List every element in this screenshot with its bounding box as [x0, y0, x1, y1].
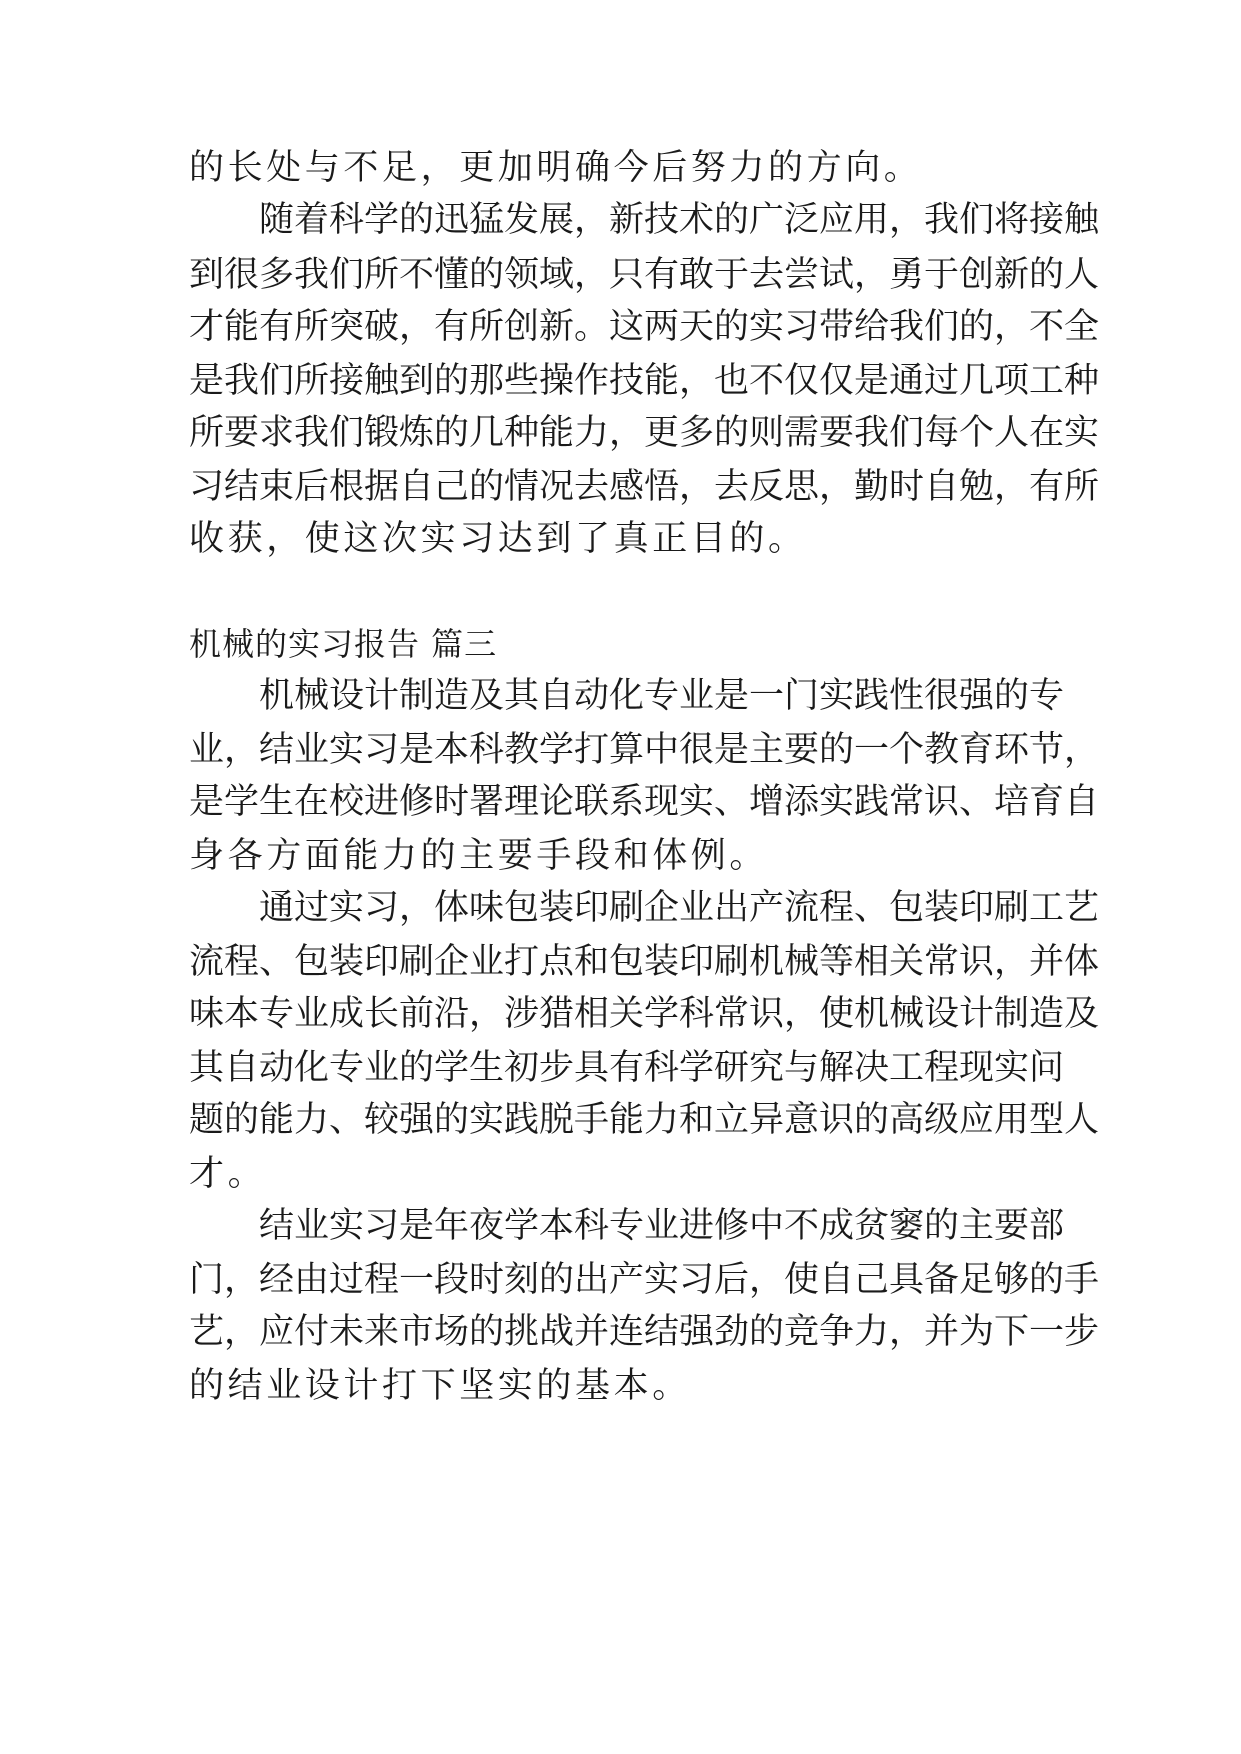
paragraph-line: 门，经由过程一段时刻的出产实习后，使自己具备足够的手 — [189, 1260, 1100, 1300]
paragraph-line: 所要求我们锻炼的几种能力，更多的则需要我们每个人在实 — [189, 413, 1100, 453]
paragraph-line: 的长处与不足，更加明确今后努力的方向。 — [189, 148, 923, 188]
paragraph-line: 味本专业成长前沿，涉猎相关学科常识，使机械设计制造及 — [189, 994, 1100, 1034]
paragraph-line: 流程、包装印刷企业打点和包装印刷机械等相关常识，并体 — [189, 942, 1100, 982]
paragraph-line: 身各方面能力的主要手段和体例。 — [189, 836, 769, 876]
paragraph-line: 艺，应付未来市场的挑战并连结强劲的竞争力，并为下一步 — [189, 1312, 1100, 1352]
paragraph-line: 到很多我们所不懂的领域，只有敢于去尝试，勇于创新的人 — [189, 255, 1100, 295]
paragraph-line: 的结业设计打下坚实的基本。 — [189, 1366, 691, 1406]
paragraph-line: 通过实习，体味包装印刷企业出产流程、包装印刷工艺 — [259, 888, 1100, 928]
paragraph-line: 才能有所突破，有所创新。这两天的实习带给我们的，不全 — [189, 307, 1100, 347]
paragraph-line: 其自动化专业的学生初步具有科学研究与解决工程现实问 — [189, 1048, 1065, 1088]
paragraph-line: 收获，使这次实习达到了真正目的。 — [189, 519, 807, 559]
paragraph-line: 业，结业实习是本科教学打算中很是主要的一个教育环节， — [189, 730, 1100, 770]
paragraph-line: 随着科学的迅猛发展，新技术的广泛应用，我们将接触 — [259, 200, 1100, 240]
paragraph-line: 是我们所接触到的那些操作技能，也不仅仅是通过几项工种 — [189, 361, 1100, 401]
paragraph-line: 题的能力、较强的实践脱手能力和立异意识的高级应用型人 — [189, 1100, 1100, 1140]
paragraph-line: 机械设计制造及其自动化专业是一门实践性很强的专 — [259, 676, 1065, 716]
paragraph-line: 习结束后根据自己的情况去感悟，去反思，勤时自勉，有所 — [189, 467, 1100, 507]
paragraph-line: 是学生在校进修时署理论联系现实、增添实践常识、培育自 — [189, 782, 1100, 822]
section-heading: 机械的实习报告 篇三 — [189, 625, 498, 663]
paragraph-line: 才。 — [189, 1154, 267, 1194]
paragraph-line: 结业实习是年夜学本科专业进修中不成贫窭的主要部 — [259, 1206, 1065, 1246]
